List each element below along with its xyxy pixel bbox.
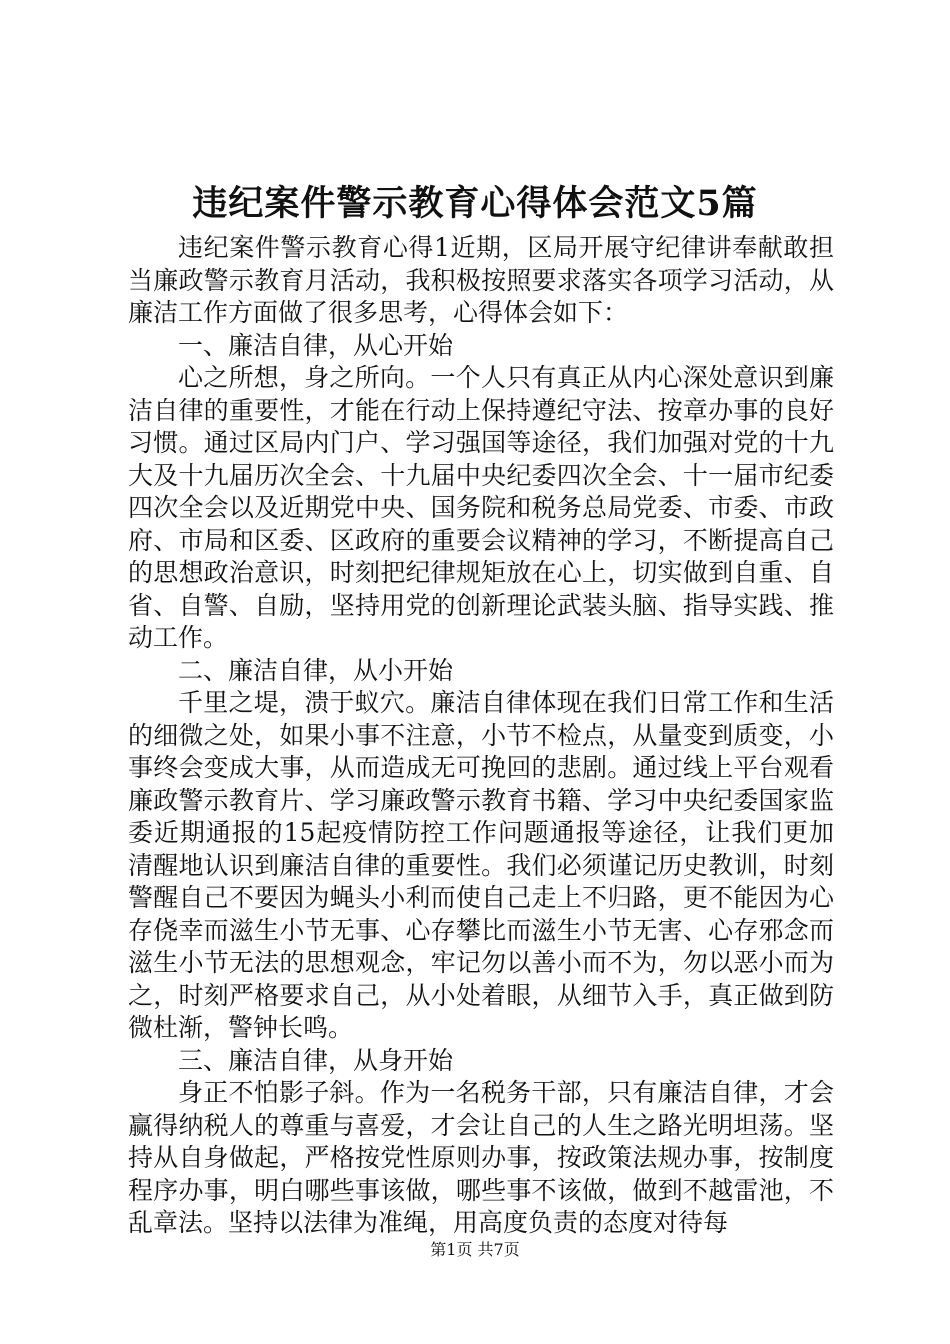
paragraph: 违纪案件警示教育心得1近期，区局开展守纪律讲奉献敢担当廉政警示教育月活动，我积极按照要求落实各项学习活动，从廉洁工作方面做了很多思考，心得体会如下： — [128, 233, 834, 327]
section-heading: 二、廉洁自律，从小开始 — [178, 655, 454, 685]
section-heading: 三、廉洁自律，从身开始 — [178, 1045, 454, 1075]
section-heading: 一、廉洁自律，从心开始 — [178, 330, 454, 360]
paragraph: 千里之堤，溃于蚁穴。廉洁自律体现在我们日常工作和生活的细微之处，如果小事不注意，小节不检点，从量变到质变，小事终会变成大事，从而造成无可挽回的悲剧。通过线上平台观看廉政警示教育片、学习廉政警示教育书籍、学习中央纪委国家监委近期通报的15起疫情防控工作问题通报等途径，让我们更加清醒地认识到廉洁自律的重要性。我们必须谨记历史教训，时刻警醒自己不要因为蝇头小利而使自己走上不归路，更不能因为心存侥幸而滋生小节无事、心存攀比而滋生小节无害、心存邪念而滋生小节无法的思想观念，牢记勿以善小而不为，勿以恶小而为之，时刻严格要求自己，从小处着眼，从细节入手，真正做到防微杜渐，警钟长鸣。 — [128, 688, 834, 1042]
document-title: 违纪案件警示教育心得体会范文5篇 — [192, 183, 758, 224]
page-footer: 第1页 共7页 — [430, 1240, 520, 1259]
paragraph: 身正不怕影子斜。作为一名税务干部，只有廉洁自律，才会赢得纳税人的尊重与喜爱，才会让自己的人生之路光明坦荡。坚持从自身做起，严格按党性原则办事，按政策法规办事，按制度程序办事，明白哪些事该做，哪些事不该做，做到不越雷池，不乱章法。坚持以法律为准绳，用高度负责的态度对待每 — [128, 1078, 834, 1237]
document-body — [128, 232, 834, 1240]
paragraph: 心之所想，身之所向。一个人只有真正从内心深处意识到廉洁自律的重要性，才能在行动上保持遵纪守法、按章办事的良好习惯。通过区局内门户、学习强国等途径，我们加强对党的十九大及十九届历次全会、十九届中央纪委四次全会、十一届市纪委四次全会以及近期党中央、国务院和税务总局党委、市委、市政府、市局和区委、区政府的重要会议精神的学习，不断提高自己的思想政治意识，时刻把纪律规矩放在心上，切实做到自重、自省、自警、自励，坚持用党的创新理论武装头脑、指导实践、推动工作。 — [128, 363, 834, 652]
